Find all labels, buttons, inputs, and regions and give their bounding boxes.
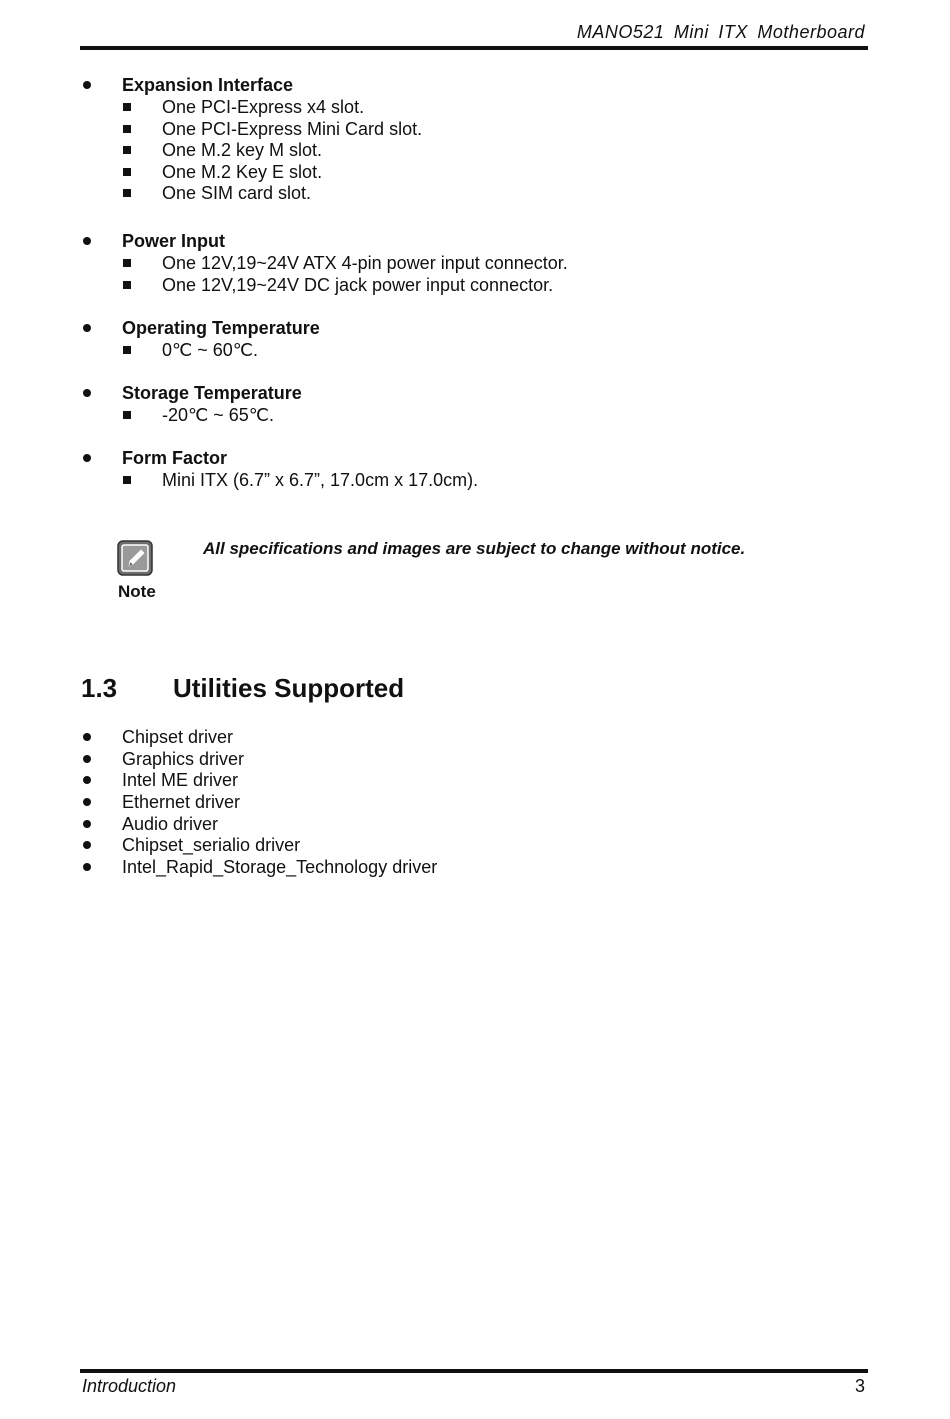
- bullet-dot-icon: [83, 324, 91, 332]
- bullet-square-icon: [123, 281, 131, 289]
- spec-item: One PCI-Express Mini Card slot.: [162, 118, 423, 139]
- bullet-square-icon: [123, 125, 131, 133]
- bullet-square-icon: [123, 103, 131, 111]
- bullet-square-icon: [123, 346, 131, 354]
- bullet-dot-icon: [83, 863, 91, 871]
- bullet-square-icon: [123, 411, 131, 419]
- note-icon: [117, 540, 153, 576]
- bullet-dot-icon: [83, 798, 91, 806]
- page-number: 3: [854, 1376, 865, 1396]
- bullet-dot-icon: [83, 237, 91, 245]
- bullet-square-icon: [123, 476, 131, 484]
- bullet-dot-icon: [83, 454, 91, 462]
- spec-item: 0℃ ~ 60℃.: [162, 340, 258, 360]
- spec-item: One M.2 Key E slot.: [162, 161, 323, 182]
- spec-heading: Operating Temperature: [122, 318, 320, 338]
- spec-heading: Form Factor: [122, 448, 228, 468]
- bullet-dot-icon: [83, 820, 91, 828]
- bullet-square-icon: [123, 189, 131, 197]
- bullet-dot-icon: [83, 389, 91, 397]
- bullet-square-icon: [123, 168, 131, 176]
- spec-item: One SIM card slot.: [162, 183, 312, 204]
- spec-heading: Power Input: [122, 231, 225, 251]
- section-title: Utilities Supported: [173, 673, 405, 703]
- page-header-title: MANO521 Mini ITX Motherboard: [576, 22, 865, 42]
- spec-item: One PCI-Express x4 slot.: [162, 97, 365, 117]
- section-number: 1.3: [81, 673, 118, 703]
- footer-section-name: Introduction: [82, 1376, 177, 1396]
- spec-item: One M.2 key M slot.: [162, 140, 323, 161]
- spec-item: One 12V,19~24V DC jack power input connector.: [162, 274, 554, 295]
- spec-item: One 12V,19~24V ATX 4-pin power input connector.: [162, 253, 568, 273]
- note-text: All specifications and images are subject to change without notice.: [203, 539, 746, 558]
- spec-item: Mini ITX (6.7” x 6.7”, 17.0cm x 17.0cm).: [162, 470, 479, 490]
- spec-heading: Storage Temperature: [122, 383, 302, 403]
- bullet-dot-icon: [83, 733, 91, 741]
- spec-heading: Expansion Interface: [122, 75, 294, 95]
- header-rule: [80, 46, 868, 50]
- bullet-dot-icon: [83, 755, 91, 763]
- note-label: Note: [118, 582, 156, 601]
- bullet-dot-icon: [83, 776, 91, 784]
- bullet-square-icon: [123, 259, 131, 267]
- bullet-square-icon: [123, 146, 131, 154]
- bullet-dot-icon: [83, 81, 91, 89]
- bullet-dot-icon: [83, 841, 91, 849]
- spec-item: -20℃ ~ 65℃.: [162, 405, 274, 425]
- footer-rule: [80, 1369, 868, 1373]
